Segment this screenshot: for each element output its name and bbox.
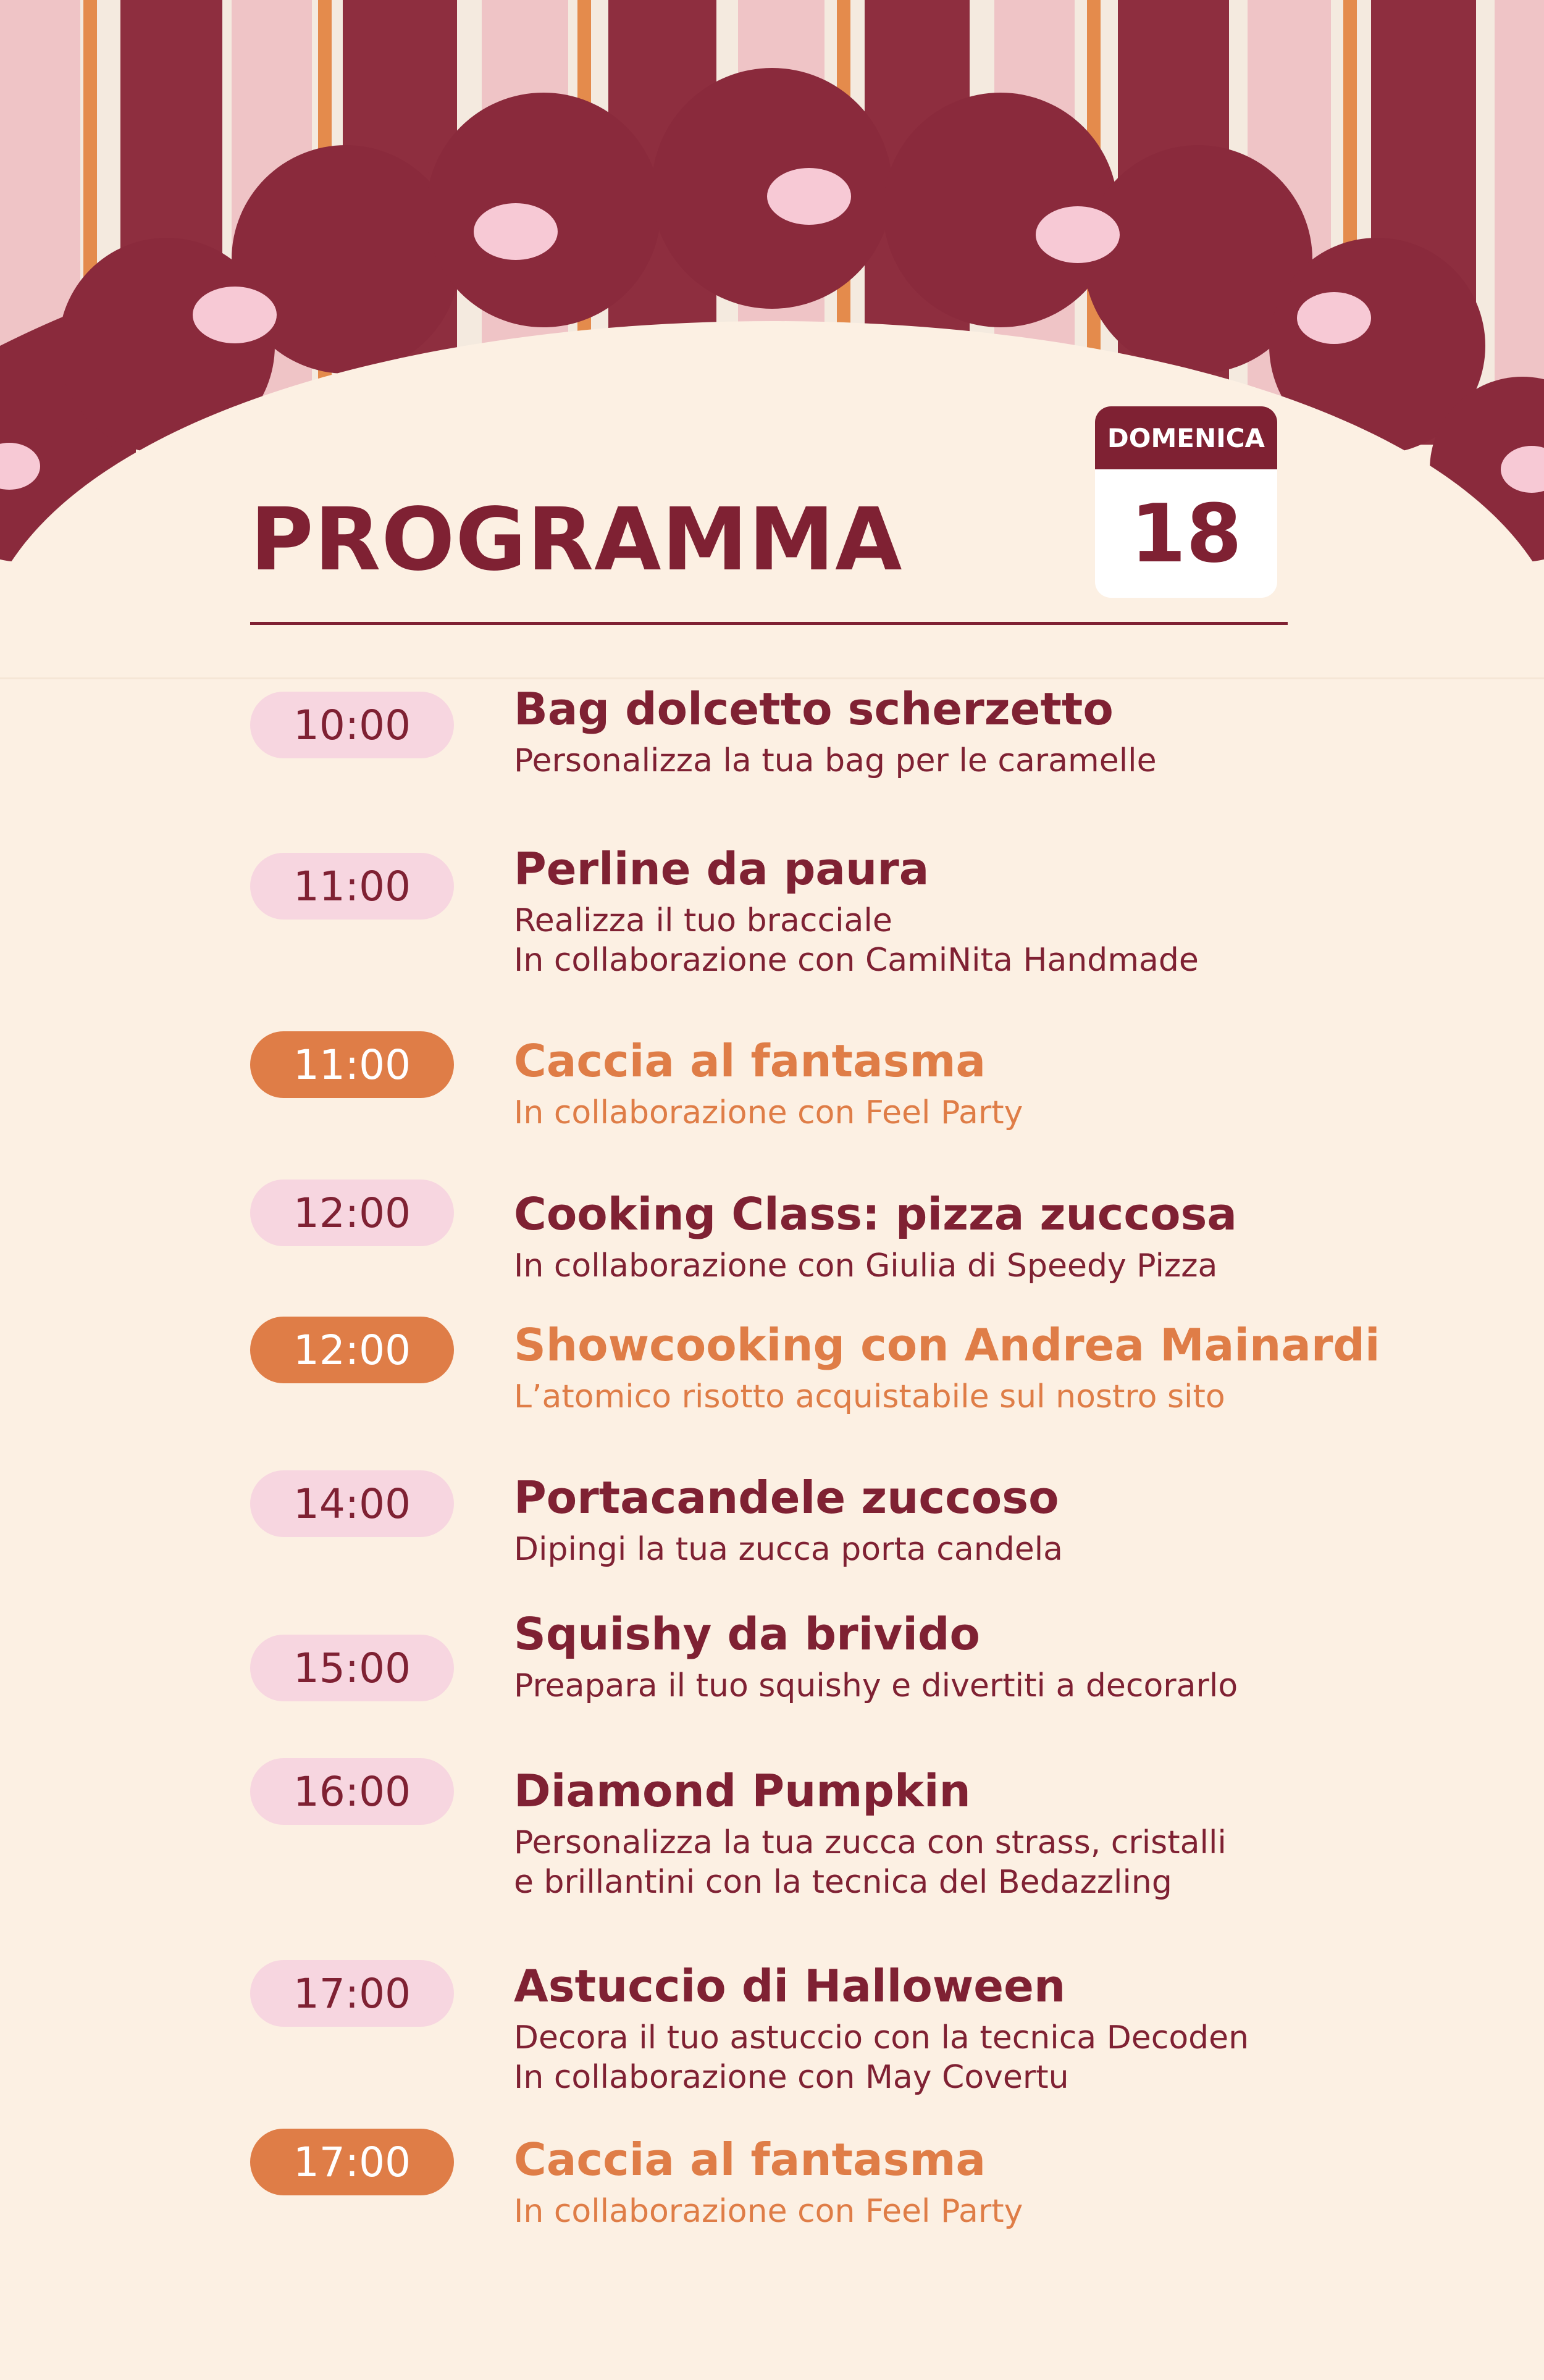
event-title: Cooking Class: pizza zuccosa <box>514 1188 1237 1240</box>
time-badge: 11:00 <box>250 1031 454 1098</box>
event-title: Astuccio di Halloween <box>514 1960 1066 2012</box>
event-description <box>514 741 1157 781</box>
time-badge: 10:00 <box>250 692 454 758</box>
event-description <box>514 1530 1063 1569</box>
calendar-weekday: DOMENICA <box>1095 406 1277 469</box>
event-description-line: Personalizza la tua bag per le caramelle <box>514 742 1157 779</box>
section-divider <box>0 677 1544 679</box>
event-description-line: L’atomico risotto acquistabile sul nostro sito <box>514 1378 1225 1415</box>
time-badge: 15:00 <box>250 1635 454 1701</box>
time-badge: 12:00 <box>250 1317 454 1383</box>
calendar-day: 18 <box>1130 487 1242 580</box>
time-badge: 14:00 <box>250 1470 454 1537</box>
event-description <box>514 901 1199 980</box>
event-description-line: Dipingi la tua zucca porta candela <box>514 1531 1064 1568</box>
event-title: Perline da paura <box>514 843 929 895</box>
event-description-line: In collaborazione con CamiNita Handmade <box>514 942 1199 979</box>
time-badge: 17:00 <box>250 2129 454 2195</box>
title-underline <box>250 622 1288 625</box>
event-description <box>514 1377 1225 1417</box>
event-description-line: Personalizza la tua zucca con strass, cristalli <box>514 1824 1227 1861</box>
event-description-line: Realizza il tuo bracciale <box>514 902 892 939</box>
event-description-line: Decora il tuo astuccio con la tecnica Decoden <box>514 2019 1249 2056</box>
event-title: Diamond Pumpkin <box>514 1765 971 1817</box>
event-description-line: In collaborazione con Giulia di Speedy Pizza <box>514 1247 1218 1284</box>
event-title: Squishy da brivido <box>514 1608 980 1660</box>
event-description-line: In collaborazione con Feel Party <box>514 2193 1023 2230</box>
event-description-line: In collaborazione con May Covertu <box>514 2059 1069 2096</box>
event-description-line: In collaborazione con Feel Party <box>514 1094 1023 1131</box>
event-title: Caccia al fantasma <box>514 1035 986 1087</box>
event-description <box>514 1823 1227 1902</box>
page-title: PROGRAMMA <box>250 490 903 590</box>
event-title: Bag dolcetto scherzetto <box>514 683 1114 735</box>
event-description <box>514 1093 1023 1133</box>
event-description-line: e brillantini con la tecnica del Bedazzling <box>514 1864 1172 1901</box>
event-description <box>514 2018 1249 2097</box>
event-title: Portacandele zuccoso <box>514 1472 1059 1523</box>
time-badge: 17:00 <box>250 1960 454 2027</box>
time-badge: 12:00 <box>250 1180 454 1246</box>
time-badge: 16:00 <box>250 1758 454 1825</box>
event-description <box>514 1666 1238 1706</box>
event-title: Showcooking con Andrea Mainardi <box>514 1319 1380 1371</box>
time-badge: 11:00 <box>250 853 454 920</box>
event-description <box>514 2192 1023 2231</box>
event-description <box>514 1246 1217 1286</box>
event-description-line: Preapara il tuo squishy e divertiti a decorarlo <box>514 1667 1238 1704</box>
calendar-date-badge <box>1095 406 1277 598</box>
event-title: Caccia al fantasma <box>514 2134 986 2185</box>
